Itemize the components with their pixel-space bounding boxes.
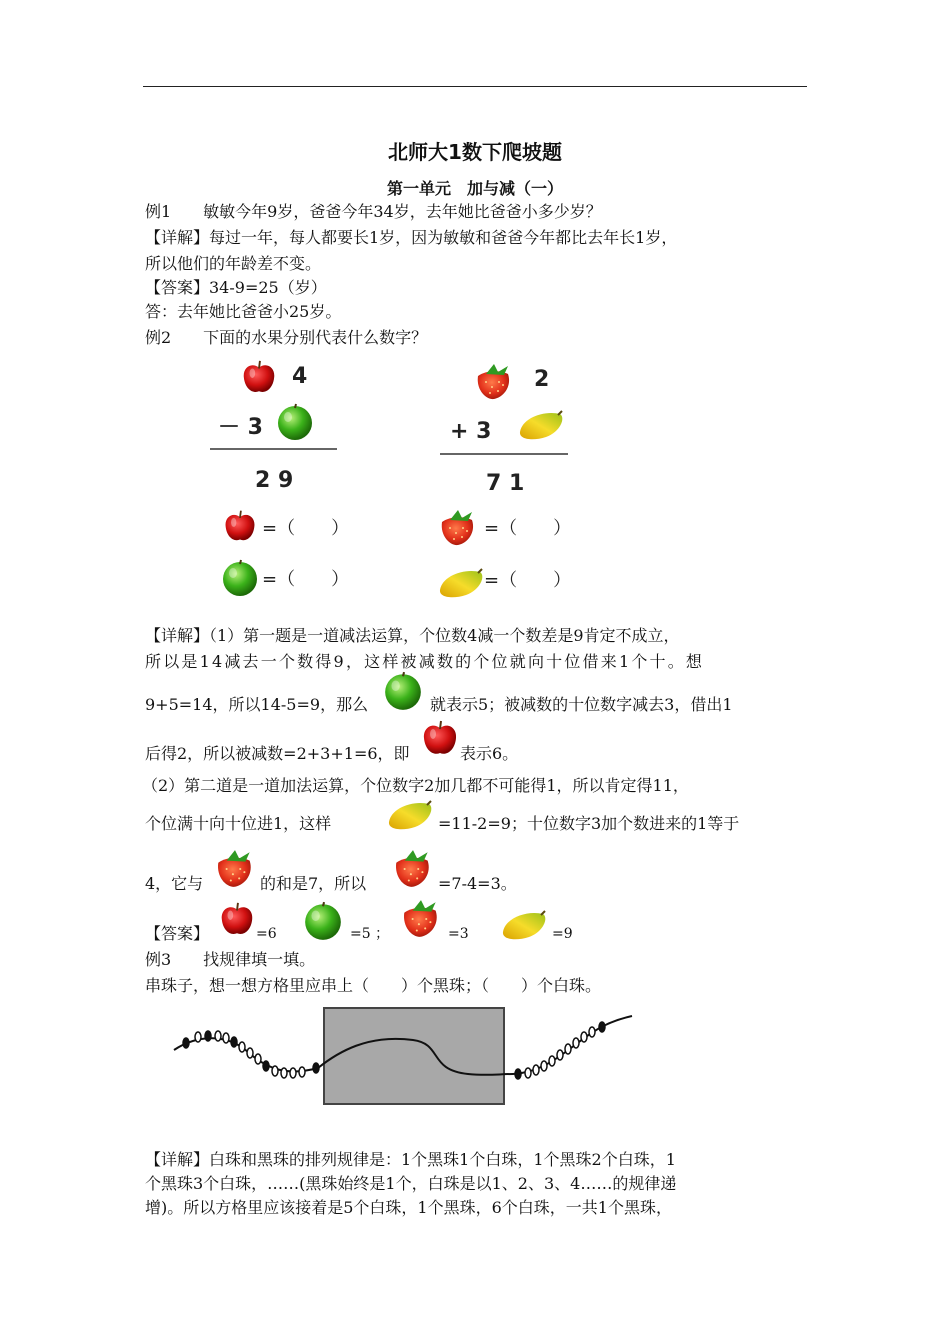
ex2-answer-label: 【答案】	[145, 924, 210, 943]
ex1-answer: 【答案】34-9=25（岁）	[145, 278, 327, 297]
ex2-detail-7c: =7-4=3。	[438, 874, 517, 893]
ex3-question-2: 串珠子，想一想方格里应串上（ ）个黑珠；（ ）个白珠。	[145, 976, 602, 995]
ex2-detail-2: 所以是14减去一个数得9，这样被减数的个位就向十位借来1个十。想	[145, 652, 705, 671]
ex2-answer-apple: =6	[256, 926, 277, 942]
ex3-question: 例3 找规律填一填。	[145, 950, 316, 969]
ex2-answer-strawberry: =3	[448, 926, 469, 942]
mango-icon	[440, 569, 482, 597]
green-apple-blank: =（ ）	[262, 569, 350, 590]
ex2-detail-4a: 后得2，所以被减数=2+3+1=6，即	[145, 744, 410, 763]
add-middle: + 3	[450, 419, 492, 444]
ex2-detail-4b: 表示6。	[460, 744, 519, 763]
apple-icon	[218, 900, 256, 938]
strawberry-icon	[398, 898, 444, 940]
add-result: 7 1	[486, 471, 525, 496]
ex1-detail-2: 所以他们的年龄差不变。	[145, 254, 322, 273]
strawberry-icon	[212, 848, 258, 890]
ex2-detail-1: 【详解】（1）第一题是一道减法运算，个位数4减一个数差是9肯定不成立，	[145, 626, 680, 645]
bead-string-figure	[168, 1004, 638, 1114]
ex1-answer-text: 答：去年她比爸爸小25岁。	[145, 302, 342, 321]
ex2-detail-5: （2）第二道是一道加法运算，个位数字2加几都不可能得1，所以肯定得11，	[142, 776, 689, 795]
ex2-answer-green: =5 ；	[350, 926, 390, 942]
top-rule	[143, 86, 807, 87]
apple-icon	[420, 718, 460, 758]
ex1-question: 例1 敏敏今年9岁，爸爸今年34岁，去年她比爸爸小多少岁？	[145, 202, 602, 221]
ex3-detail-1: 【详解】白珠和黑珠的排列规律是：1个黑珠1个白珠，1个黑珠2个白珠，1	[145, 1150, 676, 1169]
ex2-answer-mango: =9	[552, 926, 573, 942]
ex2-detail-7a: 4，它与	[145, 874, 204, 893]
green-apple-icon	[278, 404, 312, 440]
sub-top-digit: 4	[292, 364, 308, 389]
ex2-detail-6b: =11-2=9；十位数字3加个数进来的1等于	[438, 814, 740, 833]
ex2-detail-7b: 的和是7，所以	[260, 874, 367, 893]
strawberry-icon	[390, 848, 436, 890]
apple-blank: =（ ）	[262, 518, 350, 539]
apple-icon	[226, 511, 255, 540]
page-title: 北师大1数下爬坡题	[388, 140, 562, 164]
mango-icon	[520, 411, 562, 439]
strawberry-icon	[442, 510, 473, 545]
mango-icon	[498, 908, 550, 942]
fruit-equation-figure	[200, 350, 600, 610]
strawberry-icon	[478, 364, 509, 399]
strawberry-blank: =（ ）	[484, 518, 572, 539]
ex1-detail-1: 【详解】每过一年，每人都要长1岁，因为敏敏和爸爸今年都比去年长1岁，	[145, 228, 678, 247]
unit-subtitle: 第一单元 加与减（一）	[386, 179, 563, 198]
covered-box	[324, 1008, 504, 1104]
add-top-digit: 2	[534, 367, 550, 392]
ex2-detail-3b: 就表示5；被减数的十位数字减去3，借出1	[430, 695, 733, 714]
ex2-detail-6a: 个位满十向十位进1，这样	[145, 814, 332, 833]
apple-icon	[244, 361, 275, 392]
green-apple-icon	[302, 900, 344, 942]
ex2-detail-3a: 9+5=14，所以14-5=9，那么	[145, 695, 369, 714]
mango-blank: =（ ）	[484, 570, 572, 591]
green-apple-icon	[223, 560, 257, 596]
ex3-detail-3: 增)。所以方格里应该接着是5个白珠，1个黑珠，6个白珠，一共1个黑珠，	[145, 1198, 672, 1217]
ex3-detail-2: 个黑珠3个白珠，……(黑珠始终是1个，白珠是以1、2、3、4……的规律递	[145, 1174, 677, 1193]
mango-icon	[384, 798, 436, 832]
ex2-question: 例2 下面的水果分别代表什么数字？	[145, 328, 428, 347]
sub-middle: － 3	[218, 415, 263, 440]
green-apple-icon	[382, 670, 424, 712]
sub-result: 2 9	[255, 468, 294, 493]
